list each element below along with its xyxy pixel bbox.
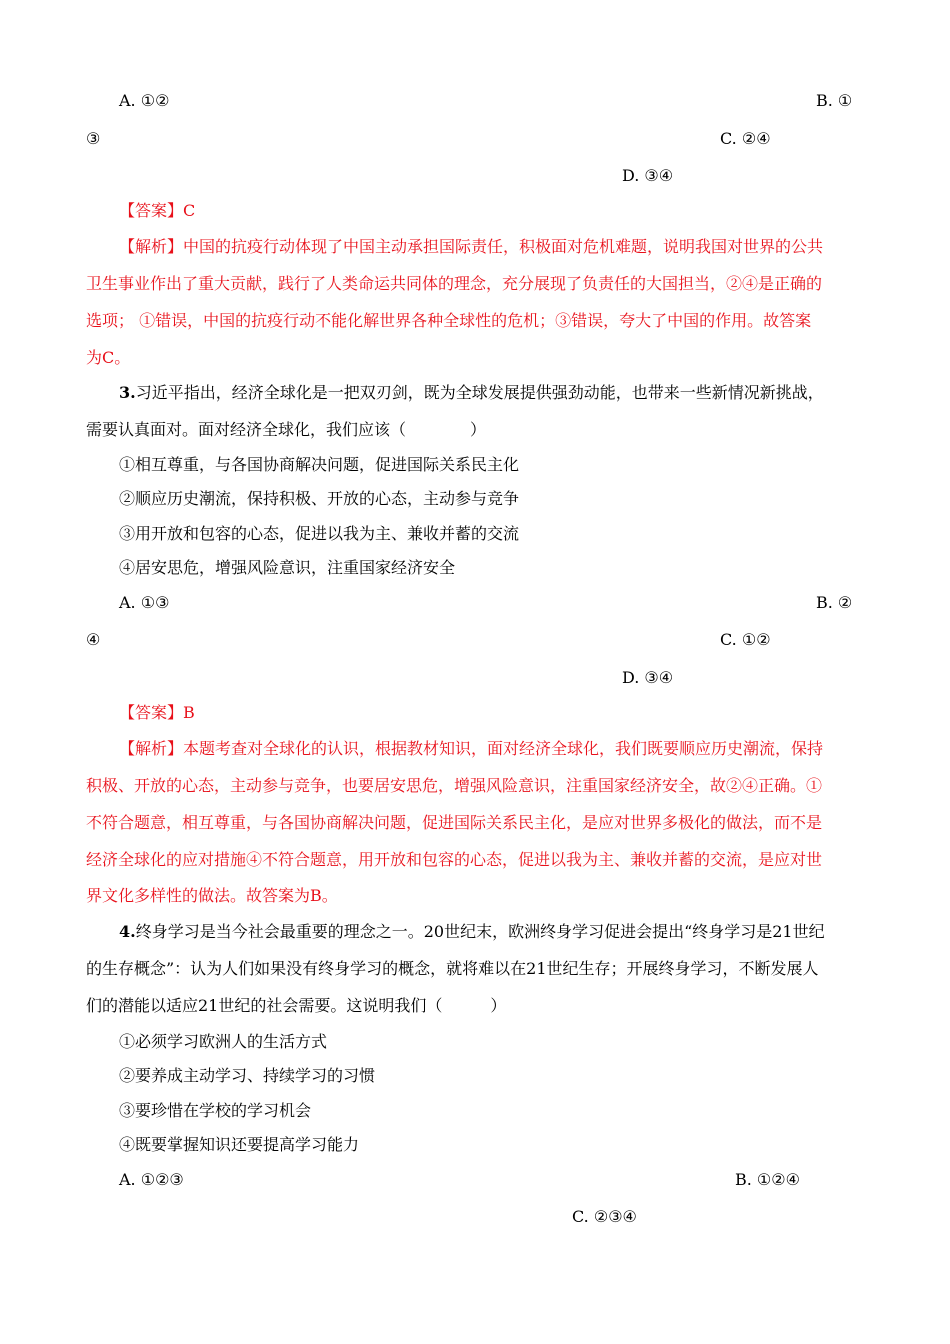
q3-stem-line: 需要认真面对。面对经济全球化，我们应该（ ）: [86, 420, 487, 439]
q3-number: 3.: [119, 383, 136, 402]
q2-analysis-line: 卫生事业作出了重大贡献，践行了人类命运共同体的理念，充分展现了负责任的大国担当，②④是正确的: [86, 274, 823, 293]
q4-stem-line: 的生存概念”：认为人们如果没有终身学习的概念，就将难以在21世纪生存；开展终身学习，不断发展人: [86, 959, 819, 978]
q2-analysis-line: 选项； ①错误，中国的抗疫行动不能化解世界各种全球性的危机；③错误，夸大了中国的作用。故答案: [86, 311, 812, 330]
q3-analysis-line: 界文化多样性的做法。故答案为B。: [86, 886, 338, 905]
q2-option-a: A. ①②: [119, 91, 170, 110]
q4-item: ①必须学习欧洲人的生活方式: [119, 1032, 328, 1051]
q3-item: ④居安思危，增强风险意识，注重国家经济安全: [119, 558, 456, 577]
q2-analysis-line: 为C。: [86, 348, 131, 367]
q3-analysis-line: 不符合题意，相互尊重，与各国协商解决问题，促进国际关系民主化，是应对世界多极化的做法，而不是: [86, 813, 823, 832]
q3-analysis-line: 经济全球化的应对措施④不符合题意，用开放和包容的心态，促进以我为主、兼收并蓄的交流，是应对世: [86, 850, 823, 869]
q4-option-c: C. ②③④: [572, 1207, 637, 1226]
q3-option-c: C. ①②: [720, 630, 771, 649]
q3-option-a: A. ①③: [119, 593, 170, 612]
q3-stem-text: 习近平指出，经济全球化是一把双刃剑，既为全球发展提供强劲动能，也带来一些新情况新挑战，: [135, 383, 824, 402]
q3-item: ①相互尊重，与各国协商解决问题，促进国际关系民主化: [119, 455, 520, 474]
q3-option-b-tail: ④: [86, 630, 101, 649]
q3-item: ③用开放和包容的心态，促进以我为主、兼收并蓄的交流: [119, 524, 520, 543]
q4-item: ④既要掌握知识还要提高学习能力: [119, 1135, 360, 1154]
q4-item: ②要养成主动学习、持续学习的习惯: [119, 1066, 376, 1085]
q2-option-b: B. ①: [816, 91, 853, 110]
q3-analysis-line: 积极、开放的心态，主动参与竞争，也要居安思危，增强风险意识，注重国家经济安全，故②④正确。①: [86, 776, 823, 795]
q2-option-d: D. ③④: [622, 166, 674, 185]
q3-item: ②顺应历史潮流，保持积极、开放的心态，主动参与竞争: [119, 489, 520, 508]
q4-stem-line: [119, 922, 825, 942]
q3-option-b: B. ②: [816, 593, 853, 612]
q3-answer: 【答案】B: [119, 703, 195, 722]
q4-option-a: A. ①②③: [119, 1170, 184, 1189]
q2-option-c: C. ②④: [720, 129, 771, 148]
q4-number: 4.: [119, 922, 136, 941]
q3-stem-line: [119, 383, 824, 403]
q4-option-b: B. ①②④: [735, 1170, 800, 1189]
q4-stem-line: 们的潜能以适应21世纪的社会需要。这说明我们（ ）: [86, 996, 507, 1015]
q3-analysis-line: 【解析】本题考查对全球化的认识，根据教材知识，面对经济全球化，我们既要顺应历史潮流，保持: [119, 739, 824, 758]
q4-item: ③要珍惜在学校的学习机会: [119, 1101, 312, 1120]
q3-option-d: D. ③④: [622, 668, 674, 687]
q2-analysis-line: 【解析】中国的抗疫行动体现了中国主动承担国际责任，积极面对危机难题，说明我国对世界的公共: [119, 237, 824, 256]
q2-option-b-tail: ③: [86, 129, 101, 148]
q4-stem-text: 终身学习是当今社会最重要的理念之一。20世纪末，欧洲终身学习促进会提出“终身学习是21世纪: [135, 922, 825, 941]
q2-answer: 【答案】C: [119, 201, 196, 220]
